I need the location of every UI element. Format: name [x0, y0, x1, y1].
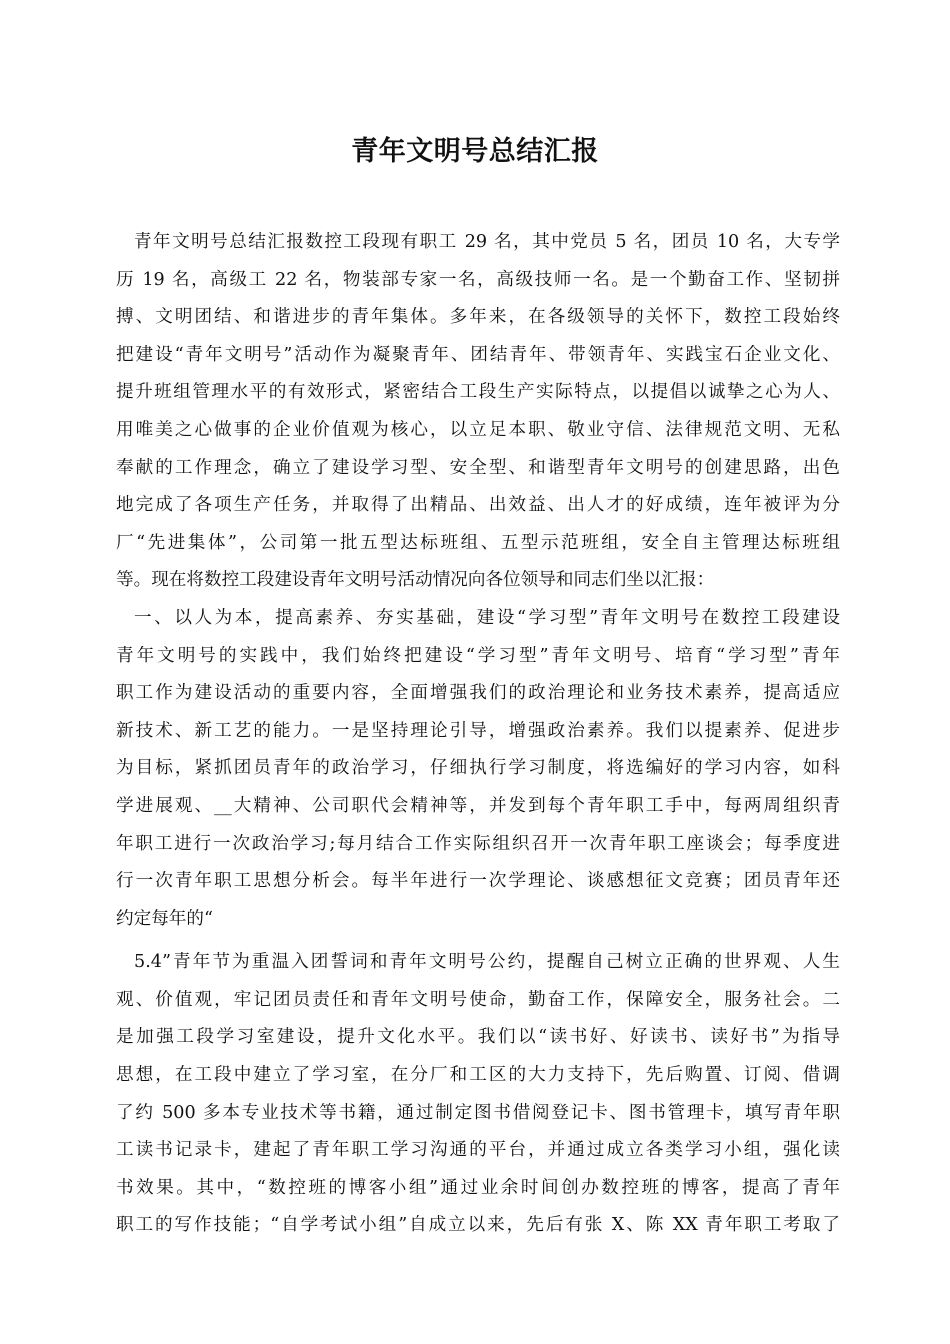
paragraph-line: 为目标，紧抓团员青年的政治学习，仔细执行学习制度，将选编好的学习内容，如科	[116, 758, 840, 779]
paragraph-line: 职工作为建设活动的重要内容，全面增强我们的政治理论和业务技术素养，提高适应	[116, 683, 840, 704]
paragraph-line: 提升班组管理水平的有效形式，紧密结合工段生产实际特点，以提倡以诚挚之心为人、	[116, 382, 840, 403]
paragraph-line: 用唯美之心做事的企业价值观为核心，以立足本职、敬业守信、法律规范文明、无私	[116, 419, 840, 440]
paragraph-line: 约定每年的“	[116, 908, 213, 929]
document-body	[116, 224, 840, 1245]
paragraph-line: 青年文明号的实践中，我们始终把建设“学习型”青年文明号、培育“学习型”青年	[116, 645, 840, 666]
paragraph-line: 工读书记录卡，建起了青年职工学习沟通的平台，并通过成立各类学习小组，强化读	[116, 1140, 840, 1161]
paragraph-line: 思想，在工段中建立了学习室，在分厂和工区的大力支持下，先后购置、订阅、借调	[116, 1065, 840, 1086]
paragraph-line: 观、价值观，牢记团员责任和青年文明号使命，勤奋工作，保障安全，服务社会。二	[116, 989, 840, 1010]
paragraph-line: 了约 500 多本专业技术等书籍，通过制定图书借阅登记卡、图书管理卡，填写青年职	[116, 1102, 840, 1123]
paragraph-line: 年职工进行一次政治学习;每月结合工作实际组织召开一次青年职工座谈会；每季度进	[116, 833, 840, 854]
paragraph-line: 地完成了各项生产任务，并取得了出精品、出效益、出人才的好成绩，连年被评为分	[116, 495, 840, 516]
paragraph-line: 厂“先进集体”，公司第一批五型达标班组、五型示范班组，安全自主管理达标班组	[116, 532, 840, 553]
paragraph-line: 新技术、新工艺的能力。一是坚持理论引导，增强政治素养。我们以提素养、促进步	[116, 720, 840, 741]
paragraph-line: 书效果。其中，“数控班的博客小组”通过业余时间创办数控班的博客，提高了青年	[116, 1177, 840, 1198]
paragraph-line: 行一次青年职工思想分析会。每半年进行一次学理论、谈感想征文竞赛；团员青年还	[116, 871, 840, 892]
paragraph-line: 等。现在将数控工段建设青年文明号活动情况向各位领导和同志们坐以汇报：	[116, 570, 715, 591]
paragraph-line: 把建设“青年文明号”活动作为凝聚青年、团结青年、带领青年、实践宝石企业文化、	[116, 344, 840, 365]
paragraph-line: 一、以人为本，提高素养、夯实基础，建设“学习型”青年文明号在数控工段建设	[134, 607, 840, 628]
paragraph-line: 奉献的工作理念，确立了建设学习型、安全型、和谐型青年文明号的创建思路，出色	[116, 457, 840, 478]
paragraph-line: 学进展观、__大精神、公司职代会精神等，并发到每个青年职工手中，每两周组织青	[116, 795, 840, 816]
paragraph-line: 搏、文明团结、和谐进步的青年集体。多年来，在各级领导的关怀下，数控工段始终	[116, 307, 840, 328]
paragraph-line: 职工的写作技能；“自学考试小组”自成立以来，先后有张 X、陈 XX 青年职工考取了	[116, 1215, 840, 1236]
paragraph-line: 是加强工段学习室建设，提升文化水平。我们以“读书好、好读书、读好书”为指导	[116, 1027, 840, 1048]
document-title: 青年文明号总结汇报	[351, 136, 599, 167]
paragraph-line: 历 19 名，高级工 22 名，物装部专家一名，高级技师一名。是一个勤奋工作、坚韧拼	[116, 269, 840, 290]
paragraph-line: 5.4”青年节为重温入团誓词和青年文明号公约，提醒自己树立正确的世界观、人生	[134, 952, 840, 973]
paragraph-line: 青年文明号总结汇报数控工段现有职工 29 名，其中党员 5 名，团员 10 名，大专学	[134, 232, 840, 252]
